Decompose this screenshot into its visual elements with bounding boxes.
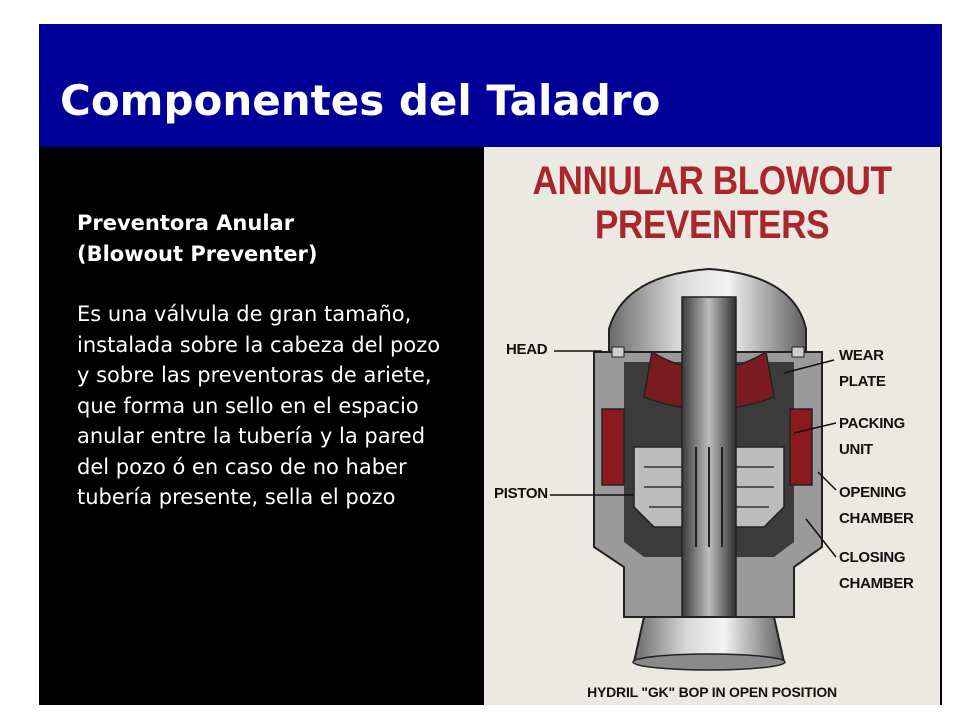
title-bar: [39, 24, 942, 147]
label-wear-plate: WEAR PLATE: [839, 347, 886, 390]
figure-title-line-2: PREVENTERS: [594, 203, 830, 247]
slide-body-text: Es una válvula de gran tamaño, instalada sobre la cabeza del pozo y sobre las preventoras de ariete, que forma un sello en el espacio anular entre la tubería y la pared del pozo ó en caso de no haber tubería presente, sella el pozo: [77, 302, 441, 509]
figure-title-line-1: ANNULAR BLOWOUT: [532, 159, 892, 203]
text-column: [77, 208, 457, 513]
bop-figure: [484, 147, 940, 705]
figure-caption: HYDRIL "GK" BOP IN OPEN POSITION: [587, 684, 837, 700]
label-opening-chamber: OPENING CHAMBER: [839, 484, 914, 527]
slide: [39, 24, 942, 705]
label-head: HEAD: [506, 341, 548, 358]
label-closing-chamber: CLOSING CHAMBER: [839, 549, 914, 592]
slide-title: Componentes del Taladro: [60, 76, 661, 125]
slide-subtitle: Preventora Anular (Blowout Preventer): [77, 211, 318, 266]
label-piston: PISTON: [494, 485, 548, 502]
label-packing-unit: PACKING UNIT: [839, 415, 905, 458]
